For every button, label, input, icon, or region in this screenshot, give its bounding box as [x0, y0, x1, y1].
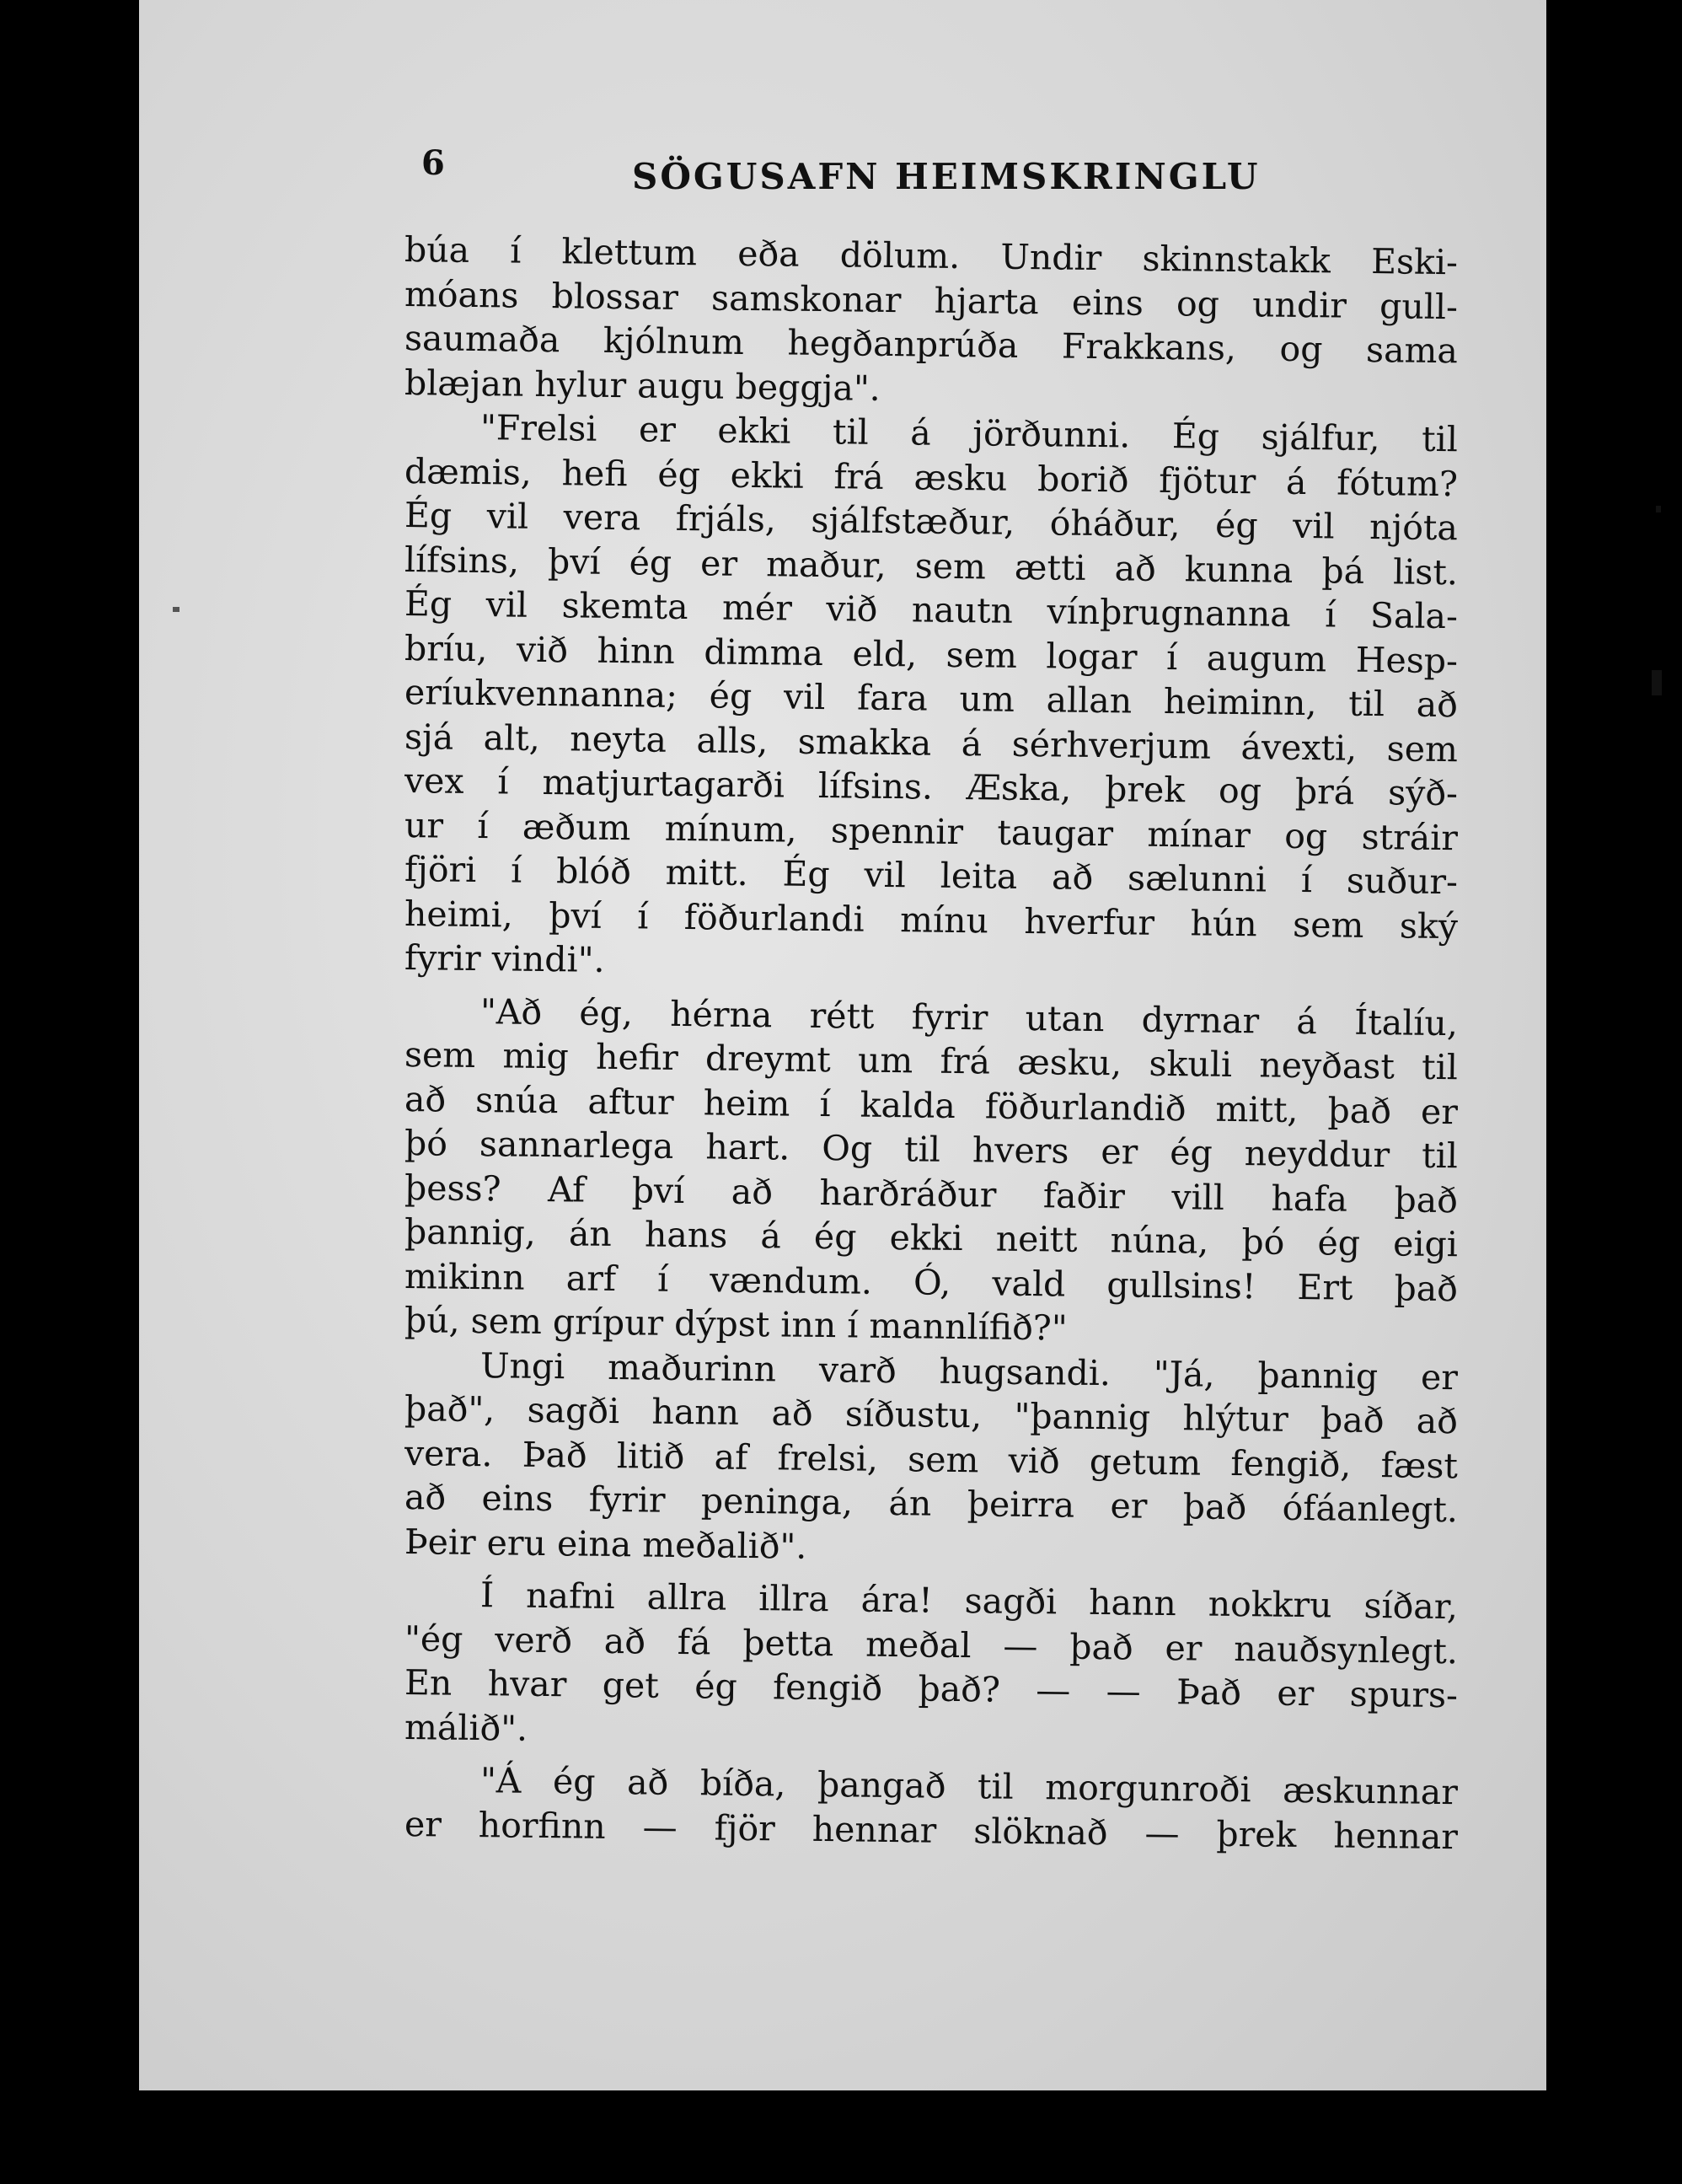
text-line: móans blossar samskonar hjarta eins og undir gull-: [404, 273, 1459, 327]
text-line: þú, sem grípur dýpst inn í mannlífið?": [404, 1300, 1068, 1349]
text-line: vera. Það litið af frelsi, sem við getum fengið, fæst: [404, 1432, 1459, 1486]
text-line: að snúa aftur heim í kalda föðurlandið mitt, það er: [404, 1078, 1459, 1132]
text-line: ur í æðum mínum, spennir taugar mínar og stráir: [404, 804, 1459, 858]
paragraph: [404, 1757, 1459, 1857]
running-head: SÖGUSAFN HEIMSKRINGLU: [632, 156, 1261, 197]
text-line: að eins fyrir peninga, án þeirra er það ófáanlegt.: [404, 1477, 1459, 1531]
text-line: "ég verð að fá þetta meðal — það er nauðsynlegt.: [404, 1618, 1459, 1672]
text-line: eríukvennanna; ég vil fara um allan heiminn, til að: [404, 672, 1459, 726]
text-line: Ég vil skemta mér við nautn vínþrugnanna í Sala-: [404, 583, 1459, 637]
text-line: sem mig hefir dreymt um frá æsku, skuli neyðast til: [404, 1034, 1459, 1088]
text-line: fyrir vindi".: [404, 937, 605, 980]
text-line: "Frelsi er ekki til á jörðunni. Ég sjálfur, til: [479, 407, 1459, 460]
text-line: er horfinn — fjör hennar slöknað — þrek hennar: [404, 1803, 1459, 1857]
text-line: saumaða kjólnum hegðanprúða Frakkans, og sama: [404, 318, 1459, 372]
paragraph: [404, 989, 1459, 1349]
text-line: heimi, því í föðurlandi mínu hverfur hún sem ský: [404, 893, 1459, 947]
scan-speck: [1652, 670, 1662, 695]
text-line: búa í klettum eða dölum. Undir skinnstakk Eski-: [404, 229, 1459, 283]
text-line: Í nafni allra illra ára! sagði hann nokkru síðar,: [479, 1575, 1459, 1628]
paragraph: [404, 1572, 1458, 1749]
text-line: "Á ég að bíða, þangað til morgunroði æskunnar: [479, 1760, 1459, 1813]
text-line: mikinn arf í vændum. Ó, vald gullsins! Ert það: [404, 1255, 1459, 1309]
text-line: það", sagði hann að síðustu, "þannig hlýtur það að: [404, 1388, 1459, 1442]
text-line: málið".: [404, 1706, 528, 1749]
text-line: sjá alt, neyta alls, smakka á sérhverjum ávexti, sem: [404, 716, 1459, 770]
text-line: þess? Af því að harðráður faðir vill hafa það: [404, 1167, 1459, 1221]
text-line: blæjan hylur augu beggja".: [404, 362, 881, 409]
paragraph: [404, 405, 1458, 980]
page-number: 6: [421, 143, 445, 183]
scan-speck: [173, 607, 179, 612]
text-line: lífsins, því ég er maður, sem ætti að kunna þá list.: [404, 539, 1459, 593]
text-line: dæmis, hefi ég ekki frá æsku borið fjötur á fótum?: [404, 450, 1459, 504]
paragraph: [404, 1343, 1459, 1567]
text-line: "Að ég, hérna rétt fyrir utan dyrnar á Ítalíu,: [479, 990, 1459, 1044]
body-text: [404, 228, 1459, 1857]
text-line: bríu, við hinn dimma eld, sem logar í augum Hesp-: [404, 627, 1459, 681]
paragraph: [404, 228, 1459, 409]
text-line: Þeir eru eina meðalið".: [404, 1521, 807, 1567]
scan-speck: [1656, 506, 1661, 512]
text-line: fjöri í blóð mitt. Ég vil leita að sælunni í suður-: [404, 849, 1459, 903]
text-line: Ungi maðurinn varð hugsandi. "Já, þannig er: [479, 1344, 1459, 1398]
text-line: þannig, án hans á ég ekki neitt núna, þó ég eigi: [404, 1211, 1459, 1265]
text-line: vex í matjurtagarði lífsins. Æska, þrek og þrá sýð-: [404, 760, 1459, 814]
text-line: Ég vil vera frjáls, sjálfstæður, óháður, ég vil njóta: [404, 495, 1459, 549]
text-line: En hvar get ég fengið það? — — Það er spurs-: [404, 1662, 1459, 1716]
text-line: þó sannarlega hart. Og til hvers er ég neyddur til: [404, 1123, 1459, 1177]
